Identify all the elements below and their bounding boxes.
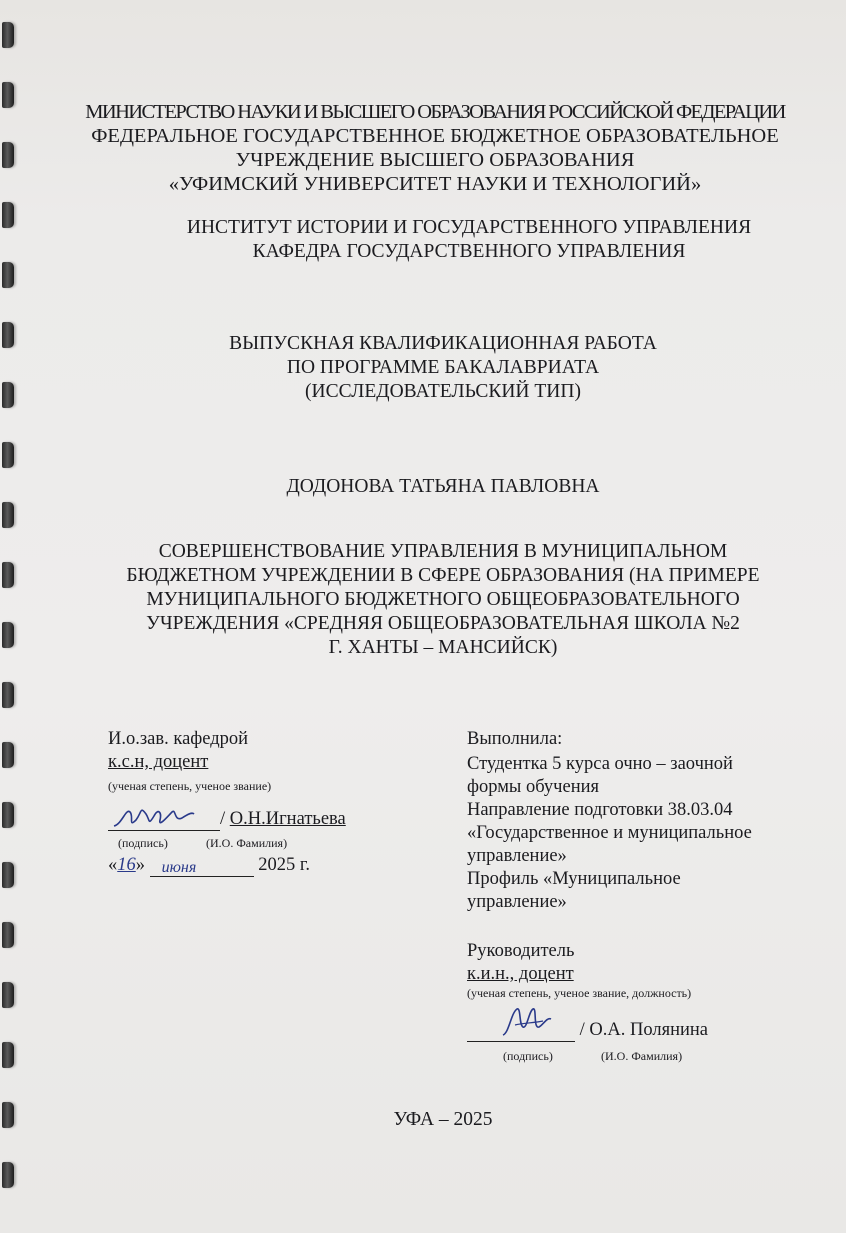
ministry-line: УЧРЕЖДЕНИЕ ВЫСШЕГО ОБРАЗОВАНИЯ bbox=[235, 149, 635, 171]
topic-line: БЮДЖЕТНОМ УЧРЕЖДЕНИИ В СФЕРЕ ОБРАЗОВАНИЯ (НА ПРИМЕРЕ bbox=[126, 565, 760, 586]
date-month: июня bbox=[161, 859, 197, 876]
student-info-line: Направление подготовки 38.03.04 bbox=[467, 800, 733, 820]
thesis-topic bbox=[38, 540, 846, 660]
student-block bbox=[467, 728, 827, 1065]
supervisor-degree: к.и.н., доцент bbox=[467, 964, 574, 984]
supervisor-captions bbox=[467, 1049, 827, 1065]
signature-line bbox=[108, 810, 220, 831]
author-name: ДОДОНОВА ТАТЬЯНА ПАВЛОВНА bbox=[286, 476, 600, 497]
supervisor-signature-row bbox=[467, 1019, 827, 1047]
ministry-line: «УФИМСКИЙ УНИВЕРСИТЕТ НАУКИ И ТЕХНОЛОГИЙ» bbox=[168, 173, 702, 195]
binding-ring bbox=[2, 982, 14, 1008]
binding-ring bbox=[2, 802, 14, 828]
ministry-line: ФЕДЕРАЛЬНОЕ ГОСУДАРСТВЕННОЕ БЮДЖЕТНОЕ ОБРАЗОВАТЕЛЬНОЕ bbox=[91, 125, 779, 147]
signature-caption: (подпись) bbox=[503, 1049, 553, 1063]
binding-ring bbox=[2, 622, 14, 648]
binding-ring bbox=[2, 1162, 14, 1188]
work-type-line: (ИССЛЕДОВАТЕЛЬСКИЙ ТИП) bbox=[305, 381, 581, 402]
topic-line: Г. ХАНТЫ – МАНСИЙСК) bbox=[328, 637, 558, 658]
binding-ring bbox=[2, 682, 14, 708]
name-caption: (И.О. Фамилия) bbox=[206, 836, 288, 850]
signature-line bbox=[467, 1021, 575, 1042]
binding-ring bbox=[2, 382, 14, 408]
student-info-line: «Государственное и муниципальное bbox=[467, 823, 752, 843]
binding-ring bbox=[2, 742, 14, 768]
student-info-line: формы обучения bbox=[467, 777, 600, 797]
binding-ring bbox=[2, 862, 14, 888]
hod-name: О.Н.Игнатьева bbox=[229, 809, 346, 829]
date-open-quote: « bbox=[108, 855, 118, 875]
hod-name-prefix: / bbox=[220, 809, 230, 829]
ministry-header bbox=[30, 100, 840, 196]
date-month-line bbox=[150, 856, 254, 877]
student-info-line: управление» bbox=[467, 892, 567, 912]
hod-degree-caption: (ученая степень, ученое звание) bbox=[108, 779, 272, 793]
student-info-line: управление» bbox=[467, 846, 567, 866]
supervisor-name: / О.А. Полянина bbox=[579, 1020, 709, 1040]
date-close-quote: » bbox=[135, 855, 145, 875]
binding-ring bbox=[2, 202, 14, 228]
work-type-line: ПО ПРОГРАММЕ БАКАЛАВРИАТА bbox=[286, 357, 600, 378]
binding-ring bbox=[2, 22, 14, 48]
spiral-binding bbox=[0, 0, 22, 1233]
student-info-line: Студентка 5 курса очно – заочной bbox=[467, 754, 733, 774]
hod-captions bbox=[108, 836, 428, 852]
institute-block bbox=[64, 216, 846, 264]
signature-caption: (подпись) bbox=[118, 836, 168, 850]
topic-line: УЧРЕЖДЕНИЯ «СРЕДНЯЯ ОБЩЕОБРАЗОВАТЕЛЬНАЯ ШКОЛА №2 bbox=[146, 613, 740, 634]
binding-ring bbox=[2, 1102, 14, 1128]
binding-ring bbox=[2, 142, 14, 168]
binding-ring bbox=[2, 922, 14, 948]
student-info bbox=[467, 753, 827, 914]
student-info-line: Профиль «Муниципальное bbox=[467, 869, 681, 889]
student-label: Выполнила: bbox=[467, 729, 563, 749]
ministry-line: МИНИСТЕРСТВО НАУКИ И ВЫСШЕГО ОБРАЗОВАНИЯ РОССИЙСКОЙ ФЕДЕРАЦИИ bbox=[85, 101, 785, 123]
head-of-department-block bbox=[108, 728, 428, 882]
topic-line: СОВЕРШЕНСТВОВАНИЕ УПРАВЛЕНИЯ В МУНИЦИПАЛЬНОМ bbox=[158, 541, 728, 562]
topic-line: МУНИЦИПАЛЬНОГО БЮДЖЕТНОГО ОБЩЕОБРАЗОВАТЕЛЬНОГО bbox=[146, 589, 740, 610]
binding-ring bbox=[2, 442, 14, 468]
name-caption: (И.О. Фамилия) bbox=[601, 1049, 683, 1063]
binding-ring bbox=[2, 262, 14, 288]
date-year: 2025 г. bbox=[258, 855, 311, 875]
supervisor-degree-caption: (ученая степень, ученое звание, должность) bbox=[467, 986, 692, 1000]
date-day: 16 bbox=[117, 855, 136, 875]
city-year: УФА – 2025 bbox=[393, 1109, 493, 1130]
binding-ring bbox=[2, 562, 14, 588]
hod-date-row bbox=[108, 854, 428, 882]
hod-role: И.о.зав. кафедрой bbox=[108, 729, 249, 749]
hod-degree: к.с.н, доцент bbox=[108, 752, 209, 772]
supervisor-role: Руководитель bbox=[467, 941, 575, 961]
binding-ring bbox=[2, 1042, 14, 1068]
binding-ring bbox=[2, 82, 14, 108]
handwritten-signature-icon bbox=[497, 1003, 557, 1043]
institute-name: ИНСТИТУТ ИСТОРИИ И ГОСУДАРСТВЕННОГО УПРАВЛЕНИЯ bbox=[186, 217, 752, 238]
work-type-line: ВЫПУСКНАЯ КВАЛИФИКАЦИОННАЯ РАБОТА bbox=[229, 333, 657, 354]
hod-signature-row bbox=[108, 808, 428, 836]
binding-ring bbox=[2, 322, 14, 348]
supervisor-block bbox=[467, 940, 827, 1065]
work-type bbox=[38, 332, 846, 404]
department-name: КАФЕДРА ГОСУДАРСТВЕННОГО УПРАВЛЕНИЯ bbox=[252, 241, 686, 262]
binding-ring bbox=[2, 502, 14, 528]
handwritten-signature-icon bbox=[112, 802, 196, 832]
